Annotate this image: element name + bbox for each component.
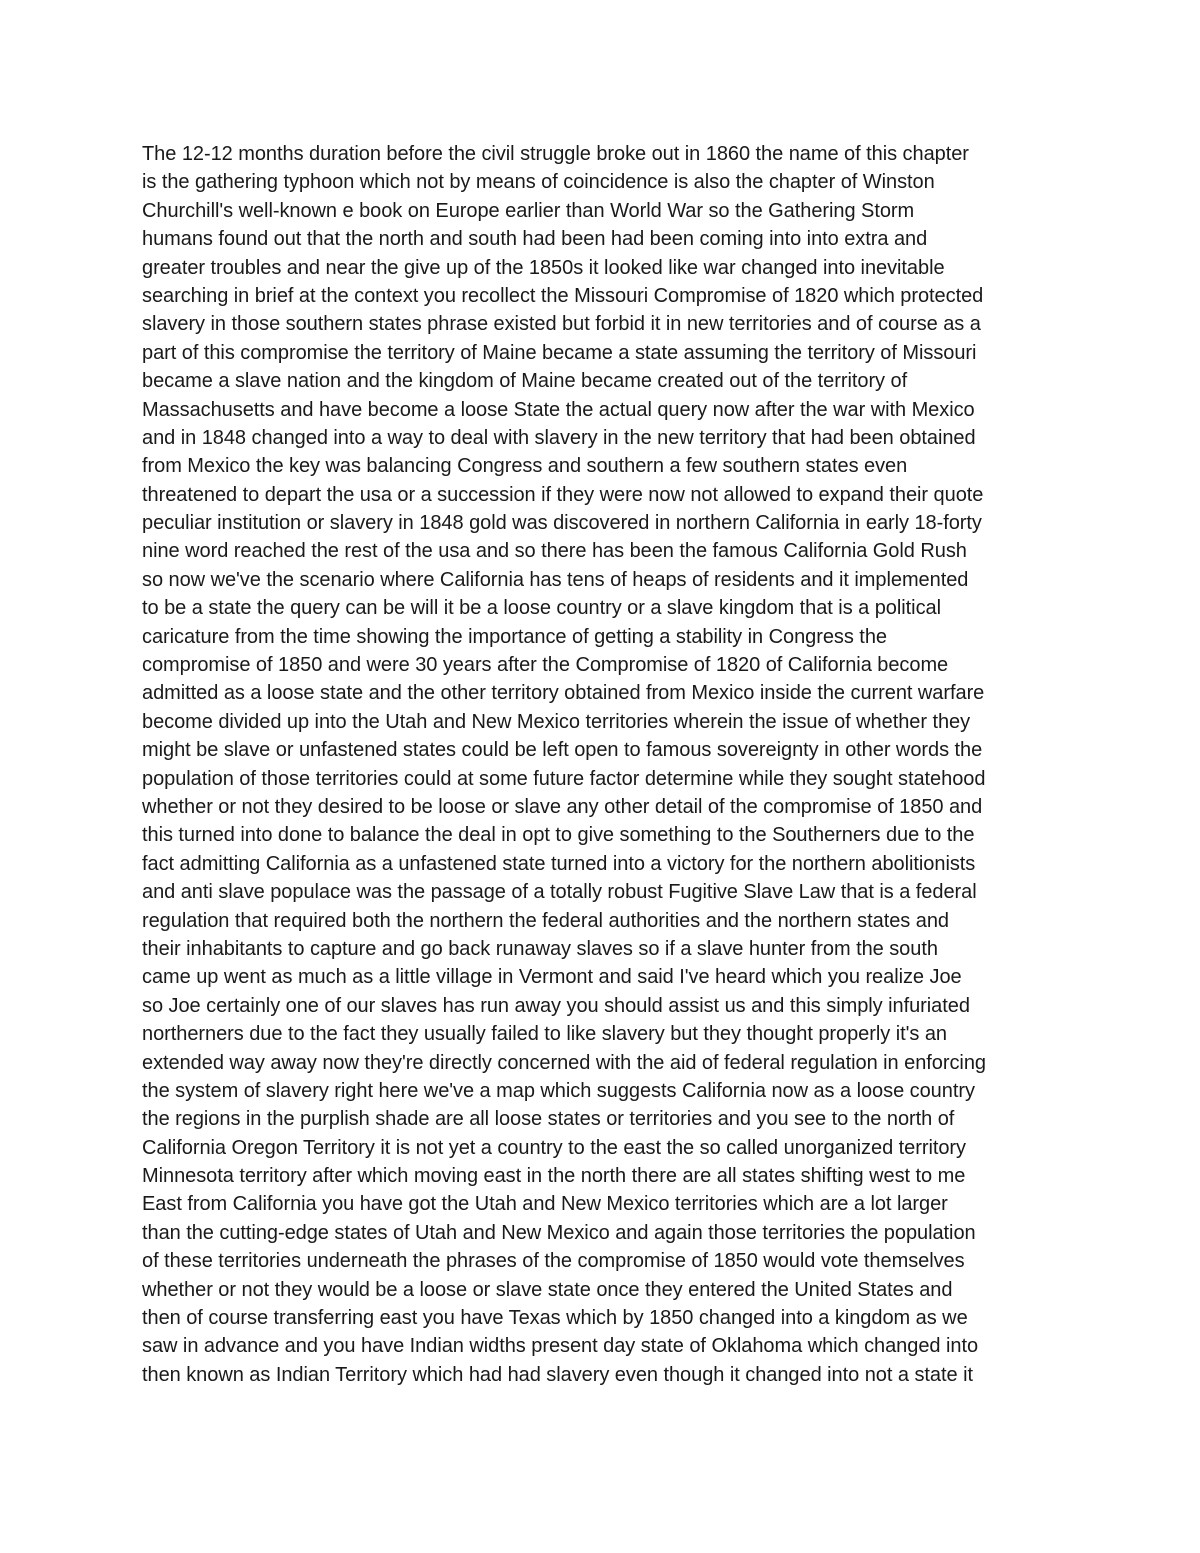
text-line: become divided up into the Utah and New Mexico territories wherein the issue of whether they (142, 710, 971, 733)
text-line: fact admitting California as a unfastened state turned into a victory for the northern abolitionists (142, 852, 976, 875)
text-line: nine word reached the rest of the usa and so there has been the famous California Gold Rush (142, 540, 967, 563)
text-line: so Joe certainly one of our slaves has run away you should assist us and this simply infuriated (142, 994, 970, 1017)
text-line: than the cutting-edge states of Utah and New Mexico and again those territories the population (142, 1221, 976, 1244)
text-line: The 12-12 months duration before the civil struggle broke out in 1860 the name of this chapter (142, 143, 969, 165)
text-line: extended way away now they're directly concerned with the aid of federal regulation in enforcing (142, 1051, 986, 1074)
text-line: the system of slavery right here we've a map which suggests California now as a loose country (142, 1079, 975, 1102)
text-line: part of this compromise the territory of Maine became a state assuming the territory of Missouri (142, 341, 977, 364)
text-line: greater troubles and near the give up of the 1850s it looked like war changed into inevitable (142, 256, 945, 279)
text-line: Minnesota territory after which moving east in the north there are all states shifting west to me (142, 1165, 966, 1188)
text-line: the regions in the purplish shade are all loose states or territories and you see to the north of (142, 1108, 955, 1131)
text-line: this turned into done to balance the deal in opt to give something to the Southerners due to the (142, 824, 975, 847)
text-line: threatened to depart the usa or a succession if they were now not allowed to expand their quote (142, 483, 984, 506)
body-text (142, 140, 1082, 1389)
text-line: then known as Indian Territory which had had slavery even though it changed into not a state it (142, 1363, 973, 1386)
text-line: then of course transferring east you have Texas which by 1850 changed into a kingdom as we (142, 1307, 968, 1330)
text-line: whether or not they desired to be loose or slave any other detail of the compromise of 1850 and (142, 795, 983, 818)
text-line: northerners due to the fact they usually failed to like slavery but they thought properly it's an (142, 1023, 947, 1046)
text-line: of these territories underneath the phrases of the compromise of 1850 would vote themselves (142, 1250, 965, 1273)
text-line: is the gathering typhoon which not by means of coincidence is also the chapter of Winston (142, 171, 935, 194)
text-line: California Oregon Territory it is not yet a country to the east the so called unorganized territory (142, 1136, 966, 1159)
text-line: from Mexico the key was balancing Congress and southern a few southern states even (142, 455, 908, 478)
text-line: East from California you have got the Utah and New Mexico territories which are a lot larger (142, 1193, 948, 1216)
text-line: admitted as a loose state and the other territory obtained from Mexico inside the current warfare (142, 682, 985, 705)
text-line: compromise of 1850 and were 30 years after the Compromise of 1820 of California become (142, 654, 949, 677)
text-line: slavery in those southern states phrase existed but forbid it in new territories and of course as a (142, 313, 981, 336)
text-line: became a slave nation and the kingdom of Maine became created out of the territory of (142, 370, 908, 393)
text-line: to be a state the query can be will it be a loose country or a slave kingdom that is a political (142, 597, 941, 620)
text-line: saw in advance and you have Indian widths present day state of Oklahoma which changed into (142, 1335, 979, 1358)
text-line: regulation that required both the northern the federal authorities and the northern states and (142, 909, 949, 932)
text-line: so now we've the scenario where California has tens of heaps of residents and it implemented (142, 568, 969, 591)
text-line: whether or not they would be a loose or slave state once they entered the United States and (142, 1278, 953, 1301)
text-line: and anti slave populace was the passage of a totally robust Fugitive Slave Law that is a federal (142, 881, 977, 904)
text-line: peculiar institution or slavery in 1848 gold was discovered in northern California in early 18-forty (142, 512, 982, 535)
text-line: and in 1848 changed into a way to deal with slavery in the new territory that had been obtained (142, 426, 976, 449)
text-line: their inhabitants to capture and go back runaway slaves so if a slave hunter from the south (142, 937, 938, 960)
text-line: searching in brief at the context you recollect the Missouri Compromise of 1820 which protected (142, 284, 984, 307)
text-line: Massachusetts and have become a loose State the actual query now after the war with Mexico (142, 398, 975, 421)
text-line: caricature from the time showing the importance of getting a stability in Congress the (142, 625, 887, 648)
text-line: came up went as much as a little village in Vermont and said I've heard which you realize Joe (142, 966, 962, 989)
text-line: Churchill's well-known e book on Europe earlier than World War so the Gathering Storm (142, 199, 915, 222)
text-line: humans found out that the north and south had been had been coming into into extra and (142, 228, 928, 251)
text-line: might be slave or unfastened states could be left open to famous sovereignty in other words the (142, 739, 983, 762)
text-line: population of those territories could at some future factor determine while they sought statehood (142, 767, 986, 790)
